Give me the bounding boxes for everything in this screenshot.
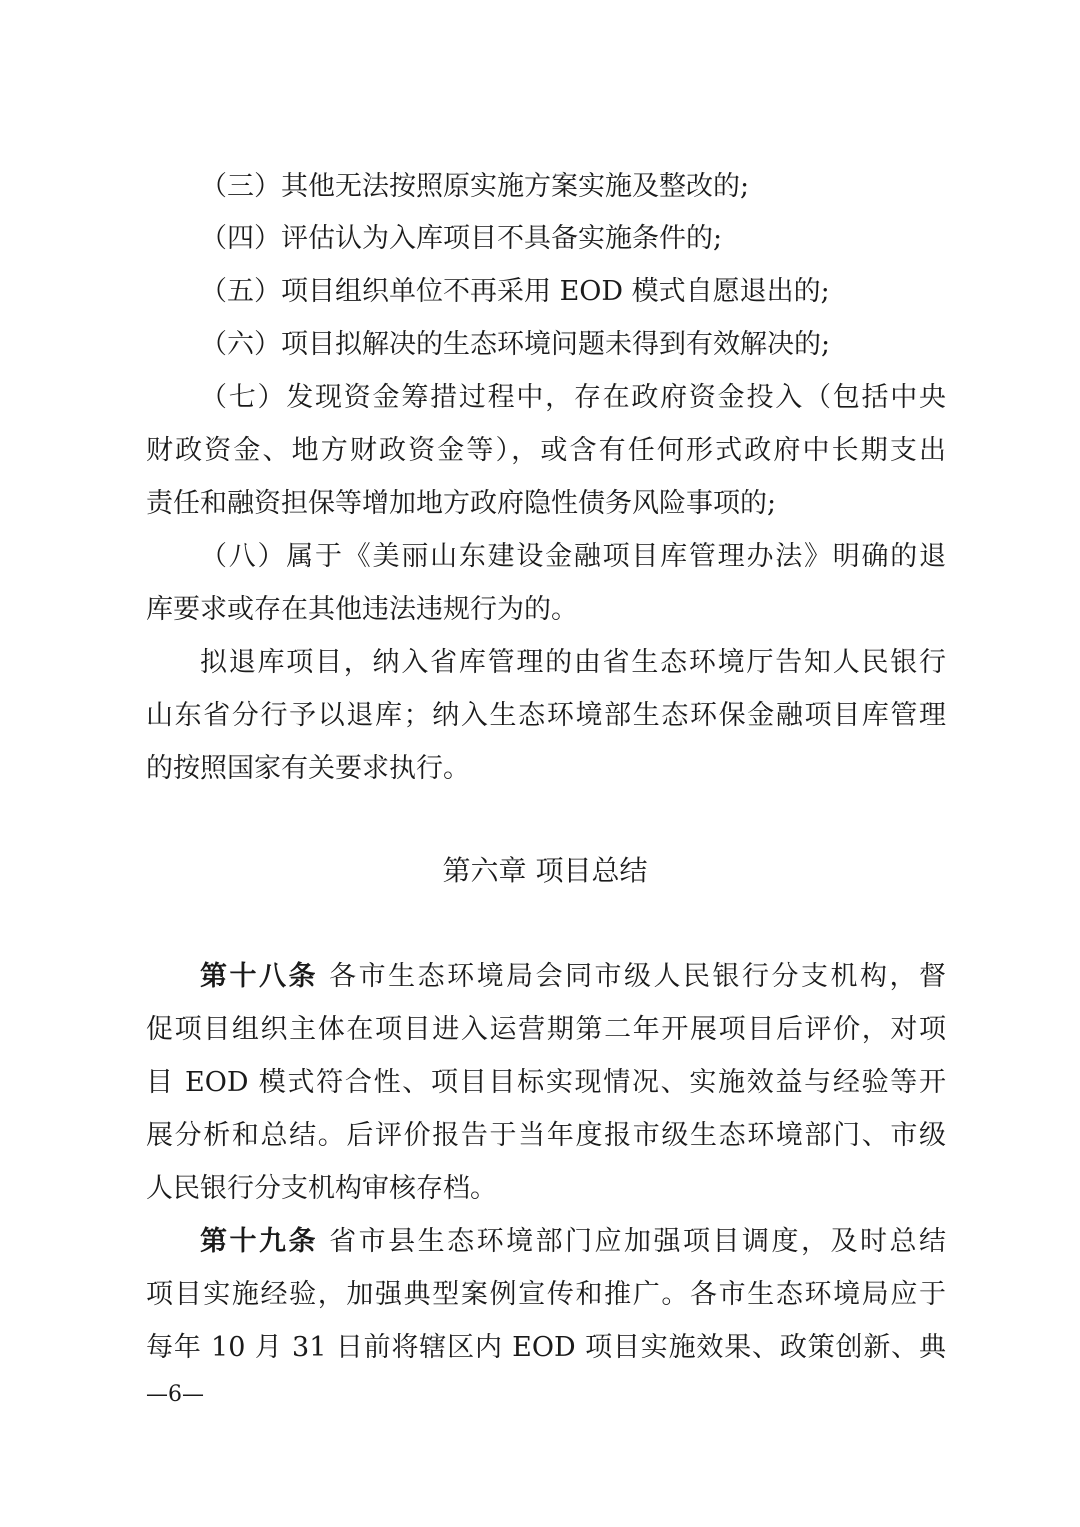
article-18-text-1: 各市生态环境局会同市级人民银行分支机构，督 bbox=[329, 961, 947, 992]
article-19-label: 第十九条 bbox=[200, 1226, 318, 1257]
article-19-line-2: 项目实施经验，加强典型案例宣传和推广。各市生态环境局应于 bbox=[146, 1279, 946, 1310]
article-18-line-2: 促项目组织主体在项目进入运营期第二年开展项目后评价，对项 bbox=[146, 1014, 946, 1045]
page-number: —6— bbox=[146, 1382, 204, 1407]
article-18-line-4: 展分析和总结。后评价报告于当年度报市级生态环境部门、市级 bbox=[146, 1120, 946, 1151]
exit-paragraph-line-1: 拟退库项目，纳入省库管理的由省生态环境厅告知人民银行 bbox=[200, 647, 946, 678]
exit-paragraph-line-2: 山东省分行予以退库；纳入生态环境部生态环保金融项目库管理 bbox=[146, 700, 946, 731]
list-item-7-line-3: 责任和融资担保等增加地方政府隐性债务风险事项的; bbox=[146, 488, 777, 519]
article-18-line-5: 人民银行分支机构审核存档。 bbox=[146, 1173, 497, 1204]
list-item-6: （六）项目拟解决的生态环境问题未得到有效解决的; bbox=[200, 329, 831, 360]
article-18-line-1 bbox=[200, 957, 946, 997]
list-item-8-line-1: （八）属于《美丽山东建设金融项目库管理办法》明确的退 bbox=[200, 541, 946, 572]
chapter-title: 第六章 项目总结 bbox=[442, 854, 648, 887]
list-item-4: （四）评估认为入库项目不具备实施条件的; bbox=[200, 223, 723, 254]
list-item-3: （三）其他无法按照原实施方案实施及整改的; bbox=[200, 171, 750, 202]
list-item-5: （五）项目组织单位不再采用 EOD 模式自愿退出的; bbox=[200, 276, 830, 307]
list-item-7-line-1: （七）发现资金筹措过程中，存在政府资金投入（包括中央 bbox=[200, 382, 946, 413]
article-19-line-1 bbox=[200, 1222, 946, 1262]
article-18-line-3: 目 EOD 模式符合性、项目目标实现情况、实施效益与经验等开 bbox=[146, 1067, 946, 1098]
article-18-label: 第十八条 bbox=[200, 961, 318, 992]
article-19-line-3: 每年 10 月 31 日前将辖区内 EOD 项目实施效果、政策创新、典 bbox=[146, 1332, 946, 1363]
exit-paragraph-line-3: 的按照国家有关要求执行。 bbox=[146, 753, 470, 784]
list-item-8-line-2: 库要求或存在其他违法违规行为的。 bbox=[146, 594, 578, 625]
list-item-7-line-2: 财政资金、地方财政资金等），或含有任何形式政府中长期支出 bbox=[146, 435, 946, 466]
article-19-text-1: 省市县生态环境部门应加强项目调度，及时总结 bbox=[329, 1226, 947, 1257]
